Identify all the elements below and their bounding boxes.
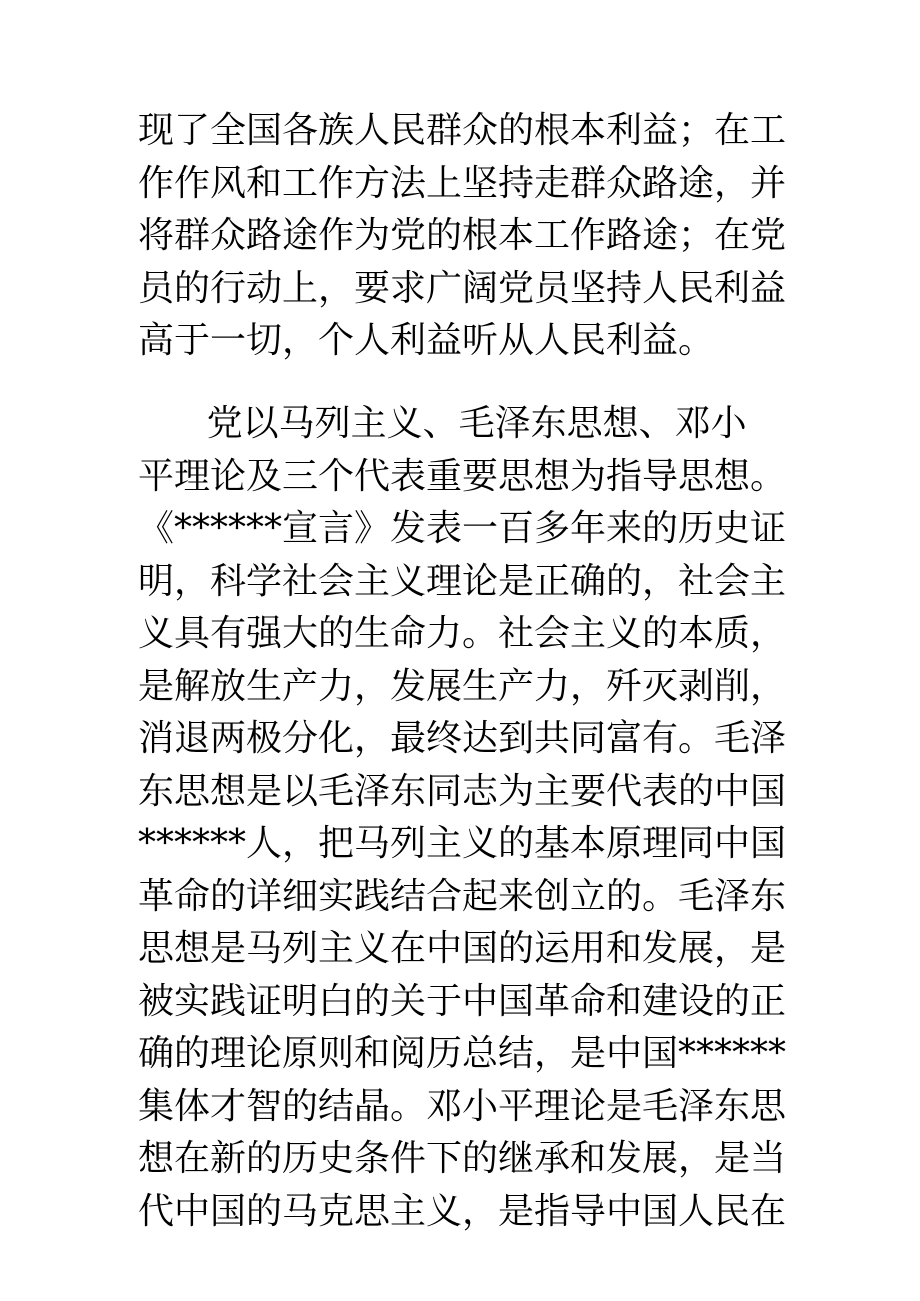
text-line: 《******宣言》发表一百多年来的历史证 <box>138 508 787 549</box>
text-line: 员的行动上，要求广阔党员坚持人民利益 <box>138 267 787 309</box>
text-line: 被实践证明白的关于中国革命和建设的正 <box>138 980 787 1022</box>
text-line: 革命的详细实践结合起来创立的。毛泽东 <box>138 875 787 917</box>
text-line: 将群众路途作为党的根本工作路途；在党 <box>138 215 787 256</box>
paragraph-1 <box>138 105 788 368</box>
text-line: 明，科学社会主义理论是正确的，社会主 <box>138 560 787 602</box>
text-line: 代中国的马克思主义，是指导中国人民在 <box>138 1190 787 1232</box>
text-line: 确的理论原则和阅历总结，是中国****** <box>138 1033 787 1074</box>
text-line: 作作风和工作方法上坚持走群众路途，并 <box>138 162 787 204</box>
text-line: 平理论及三个代表重要思想为指导思想。 <box>138 455 787 497</box>
text-line: 集体才智的结晶。邓小平理论是毛泽东思 <box>138 1085 787 1127</box>
text-line: 想在新的历史条件下的继承和发展，是当 <box>138 1138 787 1179</box>
paragraph-2 <box>138 398 788 1238</box>
text-line: ******人，把马列主义的基本原理同中国 <box>138 823 787 864</box>
text-line: 思想是马列主义在中国的运用和发展，是 <box>138 928 787 969</box>
text-line: 义具有强大的生命力。社会主义的本质， <box>138 613 787 654</box>
text-line: 东思想是以毛泽东同志为主要代表的中国 <box>138 770 787 812</box>
text-line: 高于一切，个人利益听从人民利益。 <box>138 320 715 361</box>
text-line: 消退两极分化，最终达到共同富有。毛泽 <box>138 718 787 759</box>
text-line: 现了全国各族人民群众的根本利益；在工 <box>138 110 787 151</box>
text-line: 党以马列主义、毛泽东思想、邓小 <box>138 403 747 444</box>
text-line: 是解放生产力，发展生产力，歼灭剥削， <box>138 665 787 707</box>
